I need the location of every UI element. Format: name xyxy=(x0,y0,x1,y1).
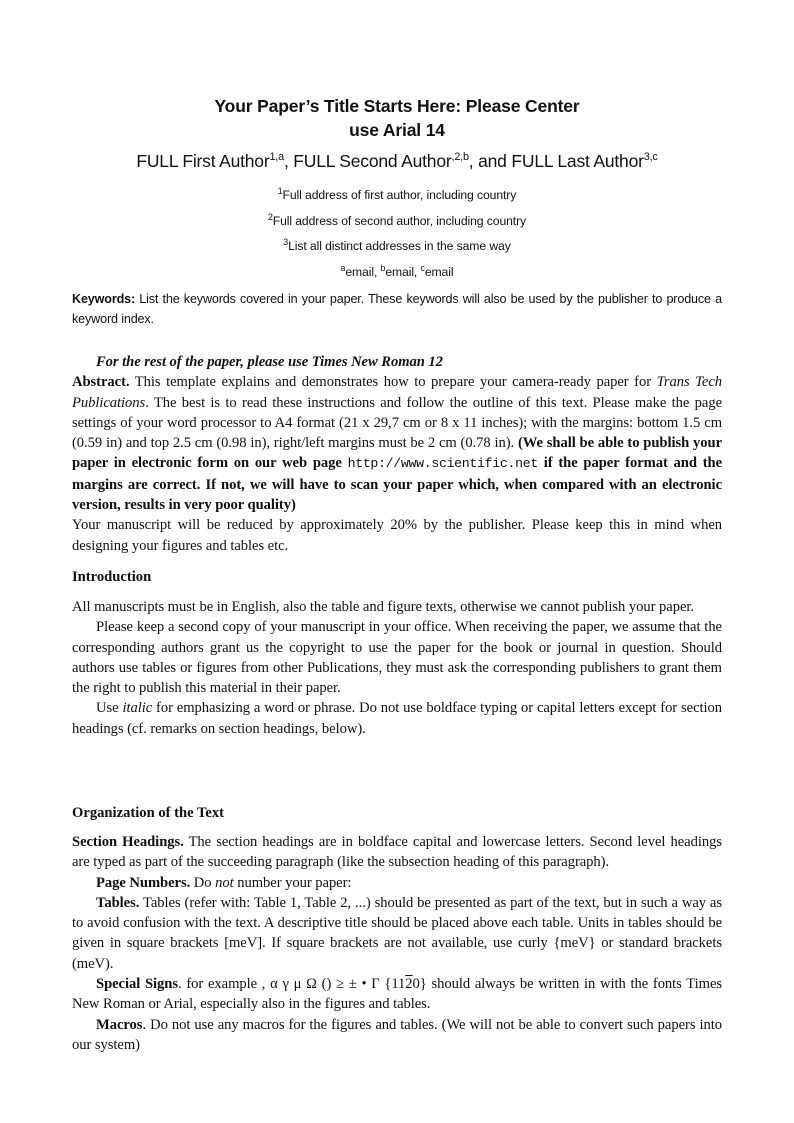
subsection-label-section-headings: Section Headings. xyxy=(72,834,184,850)
address-3-text: List all distinct addresses in the same way xyxy=(288,239,511,253)
address-1-sup: 1 xyxy=(277,185,283,196)
author-2-sup: ,2,b xyxy=(451,151,469,164)
address-line-1 xyxy=(72,183,722,209)
special-signs-pre: . for example , xyxy=(178,976,271,993)
abstract-block xyxy=(72,352,722,556)
subsection-tables xyxy=(72,893,722,974)
keywords-block xyxy=(72,290,722,329)
section-heading-introduction: Introduction xyxy=(72,569,152,585)
intro-paragraph-3 xyxy=(72,698,722,739)
abstract-bold-1: (We shall be able to publish your paper in electronic form on our web page xyxy=(72,435,722,472)
subsection-text-tables: Tables (refer with: Table 1, Table 2, ...) should be presented as part of the text, but in such a way as to avoid confusion with the text. A descriptive title should be placed above each table. Units in tables should be given in square brackets [meV]. If square brackets are not available, use curly {meV} or standard brackets (meV). xyxy=(72,894,722,972)
intro-paragraph-1: All manuscripts must be in English, also the table and figure texts, otherwise we cannot publish your paper. xyxy=(72,599,695,615)
email-line xyxy=(72,260,722,286)
intro-italic-word: italic xyxy=(122,700,153,717)
address-2-sup: 2 xyxy=(267,211,273,222)
publisher-url[interactable]: http://www.scientific.net xyxy=(347,456,538,472)
page-numbers-italic-not: not xyxy=(215,874,234,891)
email-b-text: email, xyxy=(385,264,421,279)
email-c-text: email xyxy=(424,264,454,279)
abstract-reduction-note: Your manuscript will be reduced by approximately 20% by the publisher. Please keep this in mind when designing your figures and tables etc. xyxy=(72,517,722,554)
org-spacer xyxy=(72,812,722,832)
subsection-text-macros: . Do not use any macros for the figures and tables. (We will not be able to convert such papers into our system) xyxy=(72,1016,722,1053)
address-line-3 xyxy=(72,234,722,260)
subsection-label-page-numbers: Page Numbers. xyxy=(96,874,191,891)
author-sep-2: , and xyxy=(468,151,512,171)
author-addresses xyxy=(72,183,722,285)
author-1-sup: 1,a xyxy=(269,151,284,164)
author-3-name: FULL Last Author xyxy=(511,151,644,171)
address-3-sup: 3 xyxy=(283,236,289,247)
address-line-2 xyxy=(72,209,722,235)
email-b-sup: b xyxy=(380,262,386,273)
subsection-text-section-headings: The section headings are in boldface capital and lowercase letters. Second level headings are typed as part of the succeeding paragraph (like the subsection heading of this paragraph). xyxy=(72,834,722,871)
section-heading-organization: Organization of the Text xyxy=(72,805,225,821)
abstract-italic-ref: Trans Tech Publications xyxy=(72,374,722,411)
intro-italic-post: for emphasizing a word or phrase. Do not use boldface typing or capital letters except for section headings (cf. remarks on section headings, below). xyxy=(72,700,723,737)
keywords-text: List the keywords covered in your paper. These keywords will also be used by the publisher to produce a keyword index. xyxy=(72,292,722,326)
abstract-part-1: This template explains and demonstrates how to prepare your camera-ready paper for xyxy=(129,374,657,391)
subsection-section-headings xyxy=(72,832,722,873)
abstract-bold-2: if the paper format and the margins are correct. If not, we will have to scan your paper which, when compared with an electronic version, results in very poor quality) xyxy=(72,455,723,514)
font-note: For the rest of the paper, please use Times New Roman 12 xyxy=(96,354,443,370)
author-2-name: FULL Second Author xyxy=(293,151,452,171)
email-c-sup: c xyxy=(420,262,425,273)
address-1-text: Full address of first author, including country xyxy=(282,188,517,202)
subsection-macros xyxy=(72,1015,722,1056)
special-symbols-prefix: α γ μ Ω () ≥ ± • Γ {11 xyxy=(270,976,406,993)
address-2-text: Full address of second author, including country xyxy=(272,213,527,228)
abstract-label: Abstract. xyxy=(72,374,130,391)
subsection-page-numbers xyxy=(72,873,722,893)
organization-block xyxy=(72,812,722,1055)
special-symbols-suffix: 0} xyxy=(412,976,427,993)
author-1-name: FULL First Author xyxy=(136,151,270,171)
subsection-label-macros: Macros xyxy=(96,1016,143,1033)
abstract-part-2: . The best is to read these instructions and follow the outline of this text. Please make the page settings of your word processor to A4 format (21 x 29,7 cm or 8 x 11 inches); with the margins: bottom 1.5 cm (0.59 in) and top 2.5 cm (0.98 in), right/left margins must be 2 cm (0.78 in). xyxy=(72,394,722,452)
special-signs-post: should always be written in with the fonts Times New Roman or Arial, especially also in the figures and tables. xyxy=(72,976,723,1013)
email-a-sup: a xyxy=(340,262,346,273)
author-3-sup: 3,c xyxy=(643,151,658,164)
author-list xyxy=(40,150,754,173)
introduction-block xyxy=(72,597,722,739)
intro-italic-pre: Use xyxy=(96,700,123,717)
special-symbol-overbar-digit: 2 xyxy=(405,976,413,993)
subsection-special-signs xyxy=(72,974,722,1015)
author-sep-1: , xyxy=(283,151,294,171)
subsection-label-special-signs: Special Signs xyxy=(96,976,179,993)
intro-paragraph-2: Please keep a second copy of your manuscript in your office. When receiving the paper, we assume that the corresponding authors grant us the copyright to use the paper for the book or journal in question. Should authors use tables or figures from other Publications, they must ask the corresponding publishers to grant them the right to publish this material in their paper. xyxy=(72,619,722,697)
subsection-label-tables: Tables. xyxy=(96,894,140,911)
title-line-2: use Arial 14 xyxy=(349,120,445,140)
title-line-1: Your Paper’s Title Starts Here: Please Center xyxy=(214,96,580,116)
page-title xyxy=(72,94,722,142)
page-numbers-pre: Do xyxy=(190,874,216,891)
keywords-label: Keywords: xyxy=(72,292,136,306)
page-numbers-post: number your paper: xyxy=(233,874,352,891)
email-a-text: email, xyxy=(345,264,381,279)
abstract-paragraph xyxy=(72,372,722,515)
